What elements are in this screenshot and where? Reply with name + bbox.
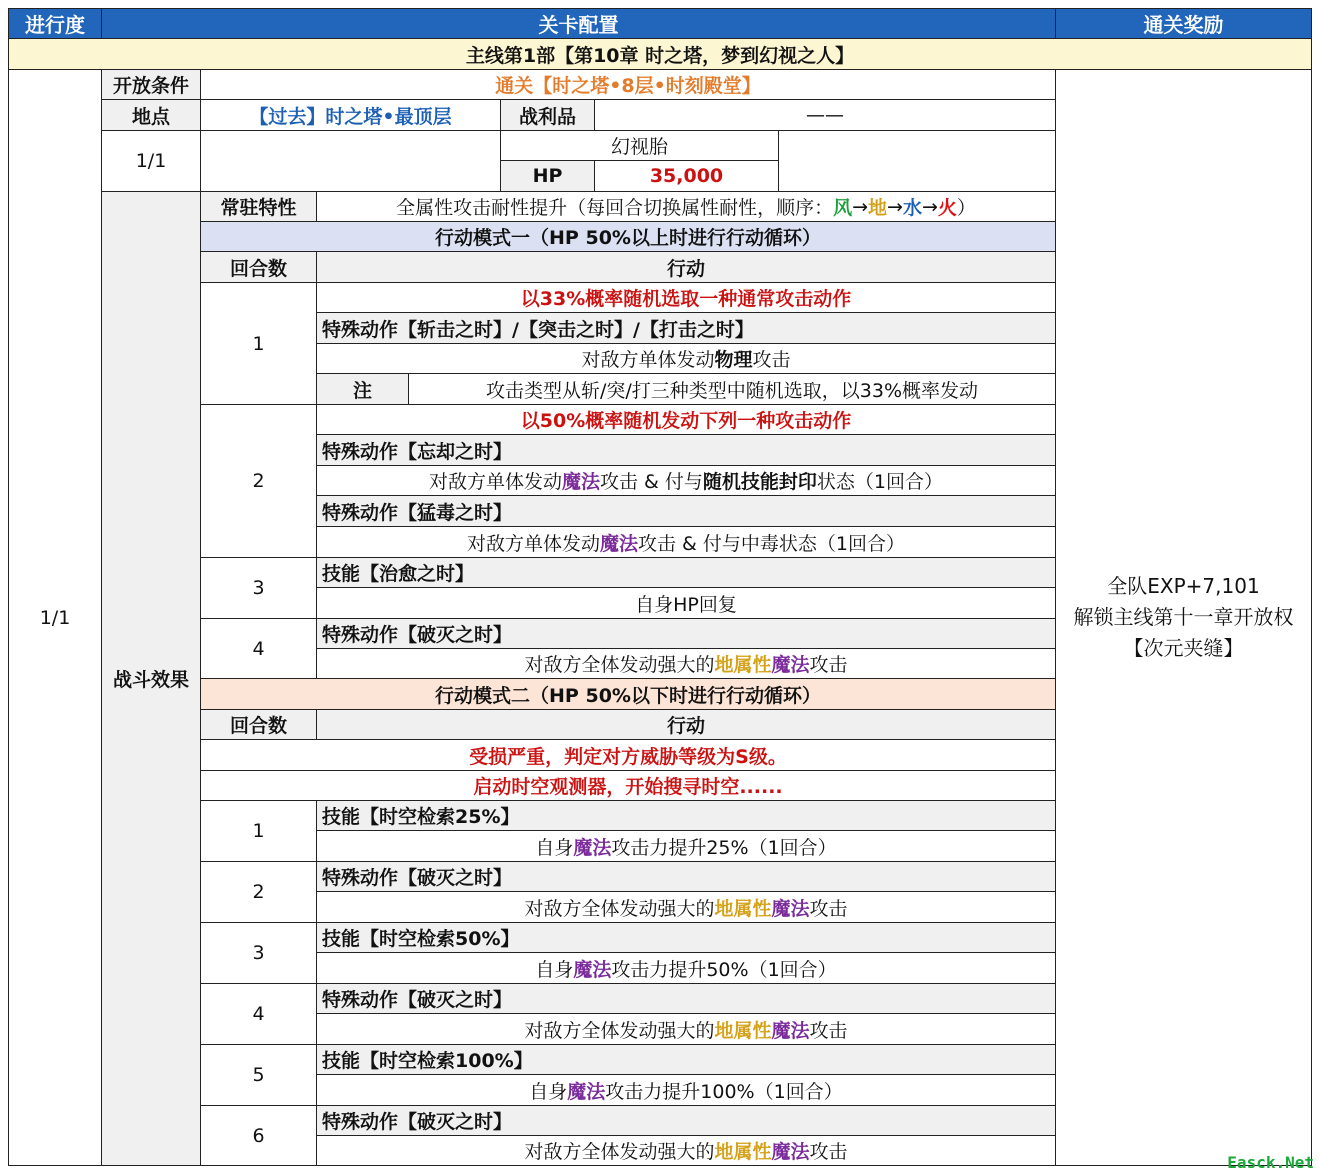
action-name-text: 技能【时空检索50%】 — [322, 928, 520, 950]
note-label-text: 注 — [352, 379, 372, 402]
m1-r1-note-label — [316, 373, 409, 405]
m1-r2-red — [316, 404, 1056, 435]
desc-part: 攻击 — [752, 349, 791, 371]
battle-label — [101, 191, 201, 1166]
m2-r5-desc — [316, 1074, 1056, 1106]
desc-part: 对敌方单体发动 — [581, 349, 715, 371]
action-name-text: 技能【时空检索25%】 — [322, 806, 520, 828]
desc-part: 攻击力提升100%（1回合） — [605, 1080, 843, 1103]
header-reward-text: 通关奖励 — [1143, 13, 1224, 37]
m2-turn-6 — [200, 1105, 317, 1166]
mode1-col-turn-text: 回合数 — [229, 257, 287, 280]
mode2-title-text: 行动模式二（HP 50%以下时进行行动循环） — [435, 684, 821, 707]
desc-earth: 地属性 — [714, 1141, 772, 1163]
mode2-col-action-text: 行动 — [666, 715, 705, 737]
m2-turn-1 — [200, 800, 317, 862]
desc-magic: 魔法 — [561, 471, 600, 493]
mode2-red1-text: 受损严重，判定对方威胁等级为S级。 — [469, 745, 787, 768]
watermark-text: Easck.Net — [1227, 1153, 1314, 1172]
trait-arrow: → — [921, 195, 938, 218]
desc-part: 攻击 — [809, 1019, 848, 1042]
mode2-col-turn — [200, 709, 317, 740]
m1-r4-desc — [316, 648, 1056, 679]
m1-r1-name — [316, 312, 1056, 344]
wave-cell — [101, 130, 201, 192]
m2-turn-3 — [200, 922, 317, 984]
m2-r3-name — [316, 922, 1056, 953]
turn-number: 4 — [252, 637, 265, 660]
desc-part: 攻击力提升25%（1回合） — [611, 836, 837, 859]
m1-r1-desc — [316, 343, 1056, 374]
m2-r3-desc — [316, 952, 1056, 984]
desc-seal: 随机技能封印 — [702, 471, 817, 493]
reward-exp: 全队EXP+7,101 — [1107, 574, 1260, 598]
desc-earth: 地属性 — [714, 654, 772, 676]
turn-number: 3 — [252, 942, 265, 964]
m2-r1-name — [316, 800, 1056, 831]
hp-value — [594, 160, 779, 192]
desc-part: 自身 — [535, 836, 574, 859]
header-progress-text: 进行度 — [25, 13, 85, 37]
m1-r1-red — [316, 282, 1056, 313]
desc-magic: 魔法 — [573, 958, 612, 981]
trait-earth: 地 — [868, 197, 888, 219]
desc-part: 攻击 & 付与中毒状态（1回合） — [638, 532, 905, 555]
header-progress — [8, 8, 102, 39]
progress-cell — [8, 69, 102, 1166]
desc-part: 自身 — [529, 1080, 568, 1103]
enemy-name-text: 幻视胎 — [610, 136, 668, 158]
loot-label — [500, 99, 595, 131]
action-name-text: 特殊动作【破灭之时】 — [322, 867, 513, 889]
m2-turn-4 — [200, 983, 317, 1045]
m1-turn-2 — [200, 404, 317, 558]
m1-r1-note — [408, 373, 1056, 405]
mode2-red1 — [200, 739, 1056, 771]
desc-part: 对敌方单体发动 — [466, 532, 600, 555]
desc-part: 对敌方全体发动强大的 — [524, 1019, 715, 1042]
desc-part: 攻击 — [809, 654, 848, 676]
desc-magic: 魔法 — [600, 532, 639, 555]
m2-turn-2 — [200, 861, 317, 923]
desc-earth: 地属性 — [714, 897, 772, 920]
m2-r5-name — [316, 1044, 1056, 1075]
mode1-title — [200, 221, 1056, 252]
action-name-text: 特殊动作【猛毒之时】 — [322, 501, 513, 524]
header-config — [101, 8, 1056, 39]
m2-r6-name — [316, 1105, 1056, 1136]
desc-part: 对敌方全体发动强大的 — [524, 1141, 715, 1163]
reward-cell — [1055, 69, 1312, 1166]
location-value-text: 【过去】时之塔•最顶层 — [249, 105, 452, 128]
desc-part: 攻击力提升50%（1回合） — [611, 958, 837, 981]
desc-part: 攻击 — [809, 1141, 848, 1163]
mode1-title-text: 行动模式一（HP 50%以上时进行行动循环） — [435, 227, 821, 249]
turn-number: 5 — [252, 1064, 265, 1086]
m1-r2-desc2 — [316, 526, 1056, 558]
enemy-name — [500, 130, 779, 161]
progress-value: 1/1 — [39, 606, 71, 629]
desc-magic: 魔法 — [771, 1141, 810, 1163]
action-name-text: 技能【时空检索100%】 — [322, 1050, 533, 1072]
desc-part: 自身HP回复 — [635, 593, 737, 616]
reward-unlock: 解锁主线第十一章开放权 — [1073, 605, 1294, 629]
trait-water: 水 — [902, 197, 922, 219]
header-reward — [1055, 8, 1312, 39]
location-label — [101, 99, 201, 131]
m1-r2-name2 — [316, 495, 1056, 527]
m1-turn-3 — [200, 557, 317, 619]
loot-label-text: 战利品 — [518, 105, 576, 128]
desc-magic: 魔法 — [771, 897, 810, 920]
desc-part: 对敌方全体发动强大的 — [524, 897, 715, 920]
open-condition-label — [101, 69, 201, 100]
desc-earth: 地属性 — [714, 1019, 772, 1042]
m1-r3-name — [316, 557, 1056, 588]
desc-part: 攻击 — [809, 897, 848, 920]
m1-r1-red-text: 以33%概率随机选取一种通常攻击动作 — [520, 288, 852, 310]
m1-turn-4 — [200, 618, 317, 679]
turn-number: 1 — [252, 820, 265, 842]
open-condition-value — [200, 69, 1056, 100]
turn-number: 4 — [252, 1003, 265, 1025]
wave-value: 1/1 — [135, 150, 167, 172]
m2-r2-name — [316, 861, 1056, 892]
trait-label-text: 常驻特性 — [220, 197, 297, 219]
mode1-col-action — [316, 251, 1056, 283]
action-name-text: 技能【治愈之时】 — [322, 563, 475, 585]
desc-part: 攻击 & 付与 — [600, 471, 703, 493]
enemy-image-cell — [200, 130, 501, 192]
location-value — [200, 99, 501, 131]
mode2-col-turn-text: 回合数 — [229, 715, 287, 737]
desc-magic: 魔法 — [771, 1019, 810, 1042]
turn-number: 2 — [252, 881, 265, 903]
loot-value — [594, 99, 1056, 131]
m1-turn-1 — [200, 282, 317, 405]
header-config-text: 关卡配置 — [538, 13, 619, 37]
m1-r4-name — [316, 618, 1056, 649]
m2-turn-5 — [200, 1044, 317, 1106]
m2-r2-desc — [316, 891, 1056, 923]
m2-r6-desc — [316, 1135, 1056, 1166]
open-condition-label-text: 开放条件 — [112, 75, 189, 97]
mode1-col-action-text: 行动 — [666, 257, 705, 280]
trait-fire: 火 — [937, 197, 957, 219]
m1-r3-desc — [316, 587, 1056, 619]
trait-wind: 风 — [833, 197, 853, 219]
turn-number: 3 — [252, 577, 265, 599]
trait-arrow: → — [852, 195, 869, 218]
trait-arrow: → — [887, 195, 903, 218]
chapter-title — [8, 38, 1312, 70]
trait-label — [200, 191, 317, 222]
loot-value-text: —— — [806, 104, 844, 126]
mode1-col-turn — [200, 251, 317, 283]
action-name-text: 特殊动作【忘却之时】 — [322, 440, 513, 463]
m2-r4-desc — [316, 1013, 1056, 1045]
location-label-text: 地点 — [131, 105, 170, 128]
turn-number: 6 — [252, 1124, 265, 1147]
turn-number: 2 — [252, 470, 265, 492]
m1-r2-red-text: 以50%概率随机发动下列一种攻击动作 — [520, 410, 852, 432]
desc-magic: 魔法 — [573, 836, 612, 859]
desc-part: 自身 — [535, 958, 574, 981]
action-name-text: 特殊动作【破灭之时】 — [322, 624, 513, 646]
trait-value — [316, 191, 1056, 222]
desc-part: 对敌方单体发动 — [428, 471, 562, 493]
enemy-blank-cell — [778, 130, 1056, 192]
trait-prefix: 全属性攻击耐性提升（每回合切换属性耐性，顺序： — [396, 197, 834, 219]
action-name-text: 特殊动作【破灭之时】 — [322, 989, 513, 1011]
turn-number: 1 — [252, 332, 265, 355]
note-text: 攻击类型从斩/突/打三种类型中随机选取，以33%概率发动 — [485, 379, 979, 402]
reward-area: 【次元夹缝】 — [1123, 636, 1244, 660]
mode2-title — [200, 678, 1056, 710]
hp-label — [500, 160, 595, 192]
battle-label-text: 战斗效果 — [112, 669, 189, 691]
m1-r2-desc1 — [316, 465, 1056, 496]
hp-label-text: HP — [532, 165, 563, 187]
mode2-red2-text: 启动时空观测器，开始搜寻时空...... — [473, 776, 783, 798]
m1-r1-name-text: 特殊动作【斩击之时】/【突击之时】/【打击之时】 — [322, 318, 754, 341]
m1-r2-name1 — [316, 434, 1056, 466]
mode2-col-action — [316, 709, 1056, 740]
desc-magic: 魔法 — [771, 654, 810, 676]
action-name-text: 特殊动作【破灭之时】 — [322, 1111, 513, 1133]
m2-r4-name — [316, 983, 1056, 1014]
m2-r1-desc — [316, 830, 1056, 862]
desc-part: 状态（1回合） — [816, 471, 944, 493]
desc-part: 对敌方全体发动强大的 — [524, 654, 715, 676]
open-condition-value-text: 通关【时之塔•8层•时刻殿堂】 — [495, 75, 761, 97]
desc-magic: 魔法 — [567, 1080, 606, 1103]
trait-suffix: ） — [956, 197, 976, 219]
chapter-title-text: 主线第1部【第10章 时之塔，梦到幻视之人】 — [465, 44, 855, 67]
desc-physical: 物理 — [714, 349, 753, 371]
hp-value-text: 35,000 — [649, 165, 724, 187]
mode2-red2 — [200, 770, 1056, 801]
watermark — [1227, 1153, 1314, 1172]
